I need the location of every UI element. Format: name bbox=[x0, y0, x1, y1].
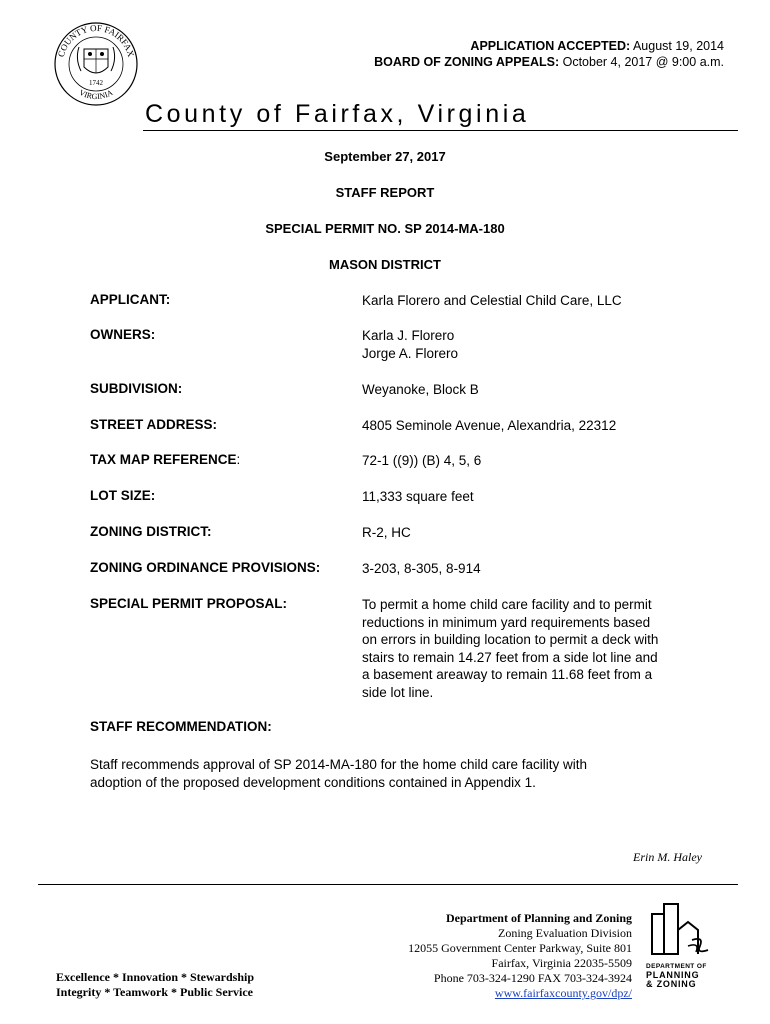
permit-number: SPECIAL PERMIT NO. SP 2014-MA-180 bbox=[265, 221, 505, 236]
motto-line-1: Excellence * Innovation * Stewardship bbox=[56, 970, 255, 984]
proposal-line: side lot line. bbox=[362, 684, 434, 700]
motto-line-2: Integrity * Teamwork * Public Service bbox=[56, 985, 253, 999]
recommendation-line: Staff recommends approval of SP 2014-MA-180 for the home child care facility with bbox=[90, 757, 587, 772]
application-accepted-label: APPLICATION ACCEPTED: bbox=[470, 39, 631, 53]
bza-hearing-label: BOARD OF ZONING APPEALS: bbox=[374, 55, 560, 69]
website-link[interactable]: www.fairfaxcounty.gov/dpz/ bbox=[494, 986, 632, 1000]
ordinance-provisions-label: ZONING ORDINANCE PROVISIONS: bbox=[90, 560, 321, 575]
logo-line-3: & ZONING bbox=[646, 979, 697, 989]
tax-map-label-text: TAX MAP REFERENCE bbox=[90, 452, 237, 467]
district-name: MASON DISTRICT bbox=[329, 257, 441, 272]
proposal-line: To permit a home child care facility and to permit bbox=[362, 597, 652, 612]
city-state-zip: Fairfax, Virginia 22035-5509 bbox=[491, 956, 632, 970]
zoning-district-label: ZONING DISTRICT: bbox=[90, 524, 212, 539]
owner-2: Jorge A. Florero bbox=[362, 345, 459, 361]
owners-value bbox=[362, 327, 458, 362]
division-name: Zoning Evaluation Division bbox=[498, 926, 632, 940]
logo-line-2: PLANNING bbox=[646, 970, 700, 980]
staff-signature: Erin M. Haley bbox=[633, 850, 702, 864]
lot-size-value: 11,333 square feet bbox=[362, 489, 474, 504]
county-motto bbox=[56, 970, 254, 1000]
staff-recommendation-text bbox=[90, 756, 690, 791]
department-name: Department of Planning and Zoning bbox=[445, 911, 632, 925]
street-address: 12055 Government Center Parkway, Suite 801 bbox=[408, 941, 632, 955]
dpz-logo-text bbox=[646, 962, 707, 989]
proposal-line: on errors in building location to permit a deck with bbox=[362, 632, 659, 647]
header-dates bbox=[374, 38, 724, 70]
proposal-line: a basement areaway to remain 11.68 feet from a bbox=[362, 667, 653, 682]
application-accepted-value: August 19, 2014 bbox=[632, 39, 724, 53]
lot-size-label: LOT SIZE: bbox=[90, 488, 156, 503]
subdivision-value: Weyanoke, Block B bbox=[362, 382, 479, 397]
proposal-label: SPECIAL PERMIT PROPOSAL: bbox=[90, 596, 288, 611]
footer-divider bbox=[38, 884, 738, 885]
seal-year: 1742 bbox=[89, 79, 103, 87]
application-accepted-line bbox=[374, 38, 724, 54]
subdivision-label: SUBDIVISION: bbox=[90, 381, 183, 396]
owners-label: OWNERS: bbox=[90, 327, 156, 342]
bza-hearing-value: October 4, 2017 @ 9:00 a.m. bbox=[562, 55, 724, 69]
header-divider bbox=[143, 130, 738, 131]
seal-top-text: COUNTY OF FAIRFAX bbox=[55, 22, 137, 59]
county-title: County of Fairfax, Virginia bbox=[145, 100, 530, 128]
tax-map-colon: : bbox=[236, 452, 241, 467]
phone-fax: Phone 703-324-1290 FAX 703-324-3924 bbox=[433, 971, 632, 985]
proposal-line: reductions in minimum yard requirements based bbox=[362, 614, 651, 630]
seal-bottom-text: VIRGINIA bbox=[77, 87, 115, 102]
street-address-label: STREET ADDRESS: bbox=[90, 417, 218, 432]
tax-map-label bbox=[90, 452, 240, 467]
applicant-value: Karla Florero and Celestial Child Care, LLC bbox=[362, 293, 622, 308]
ordinance-provisions-value: 3-203, 8-305, 8-914 bbox=[362, 561, 481, 576]
proposal-line: stairs to remain 14.27 feet from a side lot line and bbox=[362, 649, 658, 665]
zoning-district-value: R-2, HC bbox=[362, 525, 411, 540]
report-type: STAFF REPORT bbox=[335, 185, 435, 200]
bza-hearing-line bbox=[374, 54, 724, 70]
street-address-value: 4805 Seminole Avenue, Alexandria, 22312 bbox=[362, 418, 617, 433]
proposal-text bbox=[362, 596, 702, 701]
recommendation-line: adoption of the proposed development conditions contained in Appendix 1. bbox=[90, 774, 536, 790]
report-date: September 27, 2017 bbox=[324, 149, 446, 164]
staff-recommendation-heading: STAFF RECOMMENDATION: bbox=[90, 719, 272, 734]
owner-1: Karla J. Florero bbox=[362, 328, 455, 343]
tax-map-value: 72-1 ((9)) (B) 4, 5, 6 bbox=[362, 453, 482, 468]
logo-line-1: DEPARTMENT OF bbox=[646, 963, 707, 970]
department-contact bbox=[408, 911, 632, 1001]
applicant-label: APPLICANT: bbox=[90, 292, 171, 307]
county-seal bbox=[53, 19, 139, 109]
